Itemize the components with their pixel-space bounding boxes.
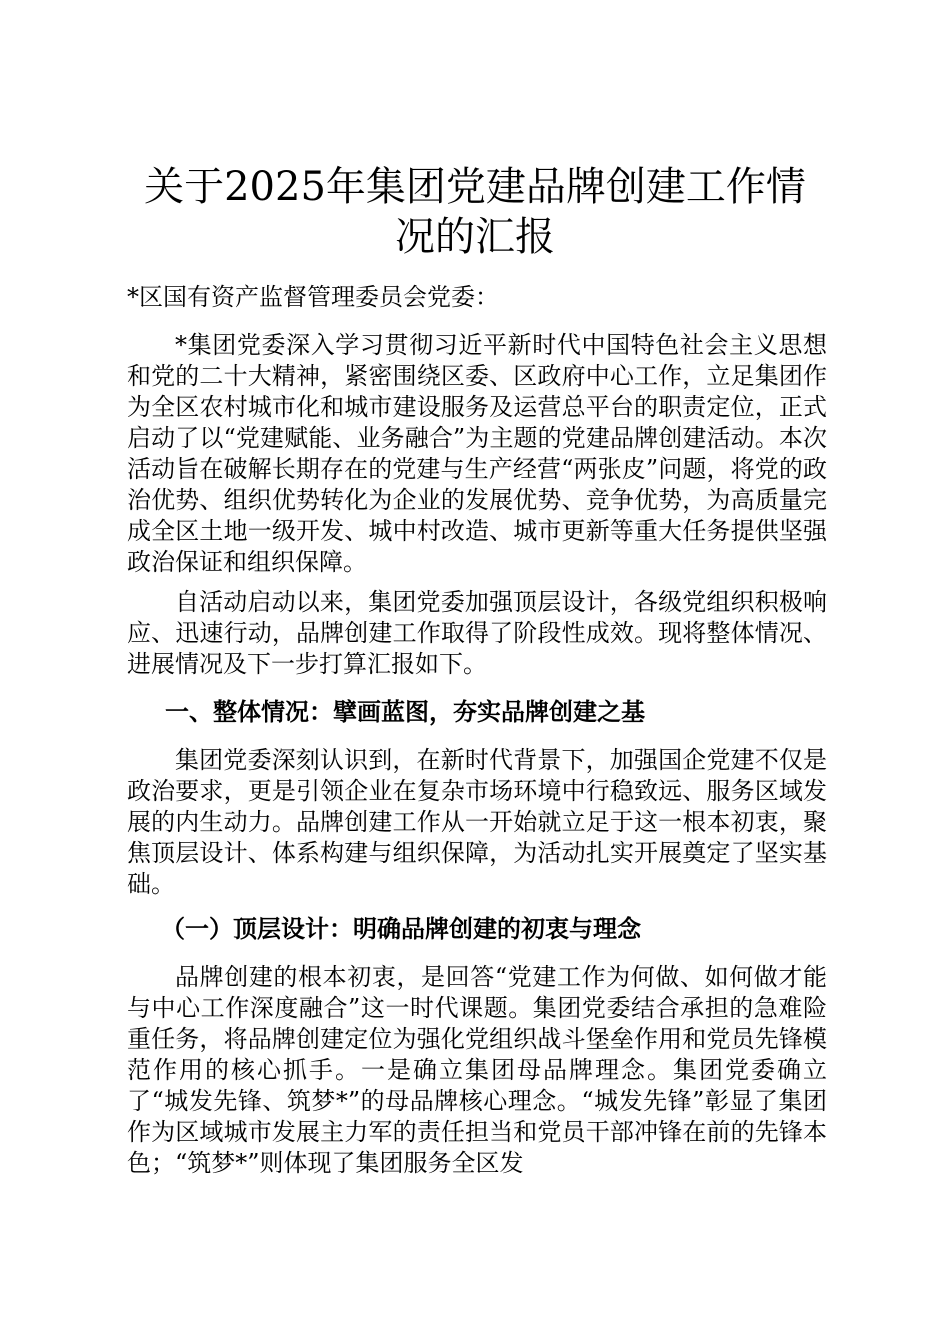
salutation: *区国有资产监督管理委员会党委： — [127, 283, 499, 311]
paragraph-progress: 自活动启动以来，集团党委加强顶层设计，各级党组织积极响应、迅速行动，品牌创建工作取得了阶段性成效。现将整体情况、进展情况及下一步打算汇报如下。 — [127, 588, 827, 678]
document-title: 关于2025年集团党建品牌创建工作情况的汇报 — [144, 164, 806, 260]
paragraph-overall: 集团党委深刻认识到，在新时代背景下，加强国企党建不仅是政治要求，更是引领企业在复杂市场环境中行稳致远、服务区域发展的内生动力。品牌创建工作从一开始就立足于这一根本初衷，聚焦顶层设计、体系构建与组织保障，为活动扎实开展奠定了坚实基础。 — [127, 746, 827, 898]
subsection-heading-top-design: （一）顶层设计：明确品牌创建的初衷与理念 — [161, 914, 641, 943]
section-heading-overall: 一、整体情况：擘画蓝图，夯实品牌创建之基 — [165, 697, 645, 726]
paragraph-intro: *集团党委深入学习贯彻习近平新时代中国特色社会主义思想和党的二十大精神，紧密围绕区委、区政府中心工作，立足集团作为全区农村城市化和城市建设服务及运营总平台的职责定位，正式启动了以“党建赋能、业务融合”为主题的党建品牌创建活动。本次活动旨在破解长期存在的党建与生产经营“两张皮”问题，将党的政治优势、组织优势转化为企业的发展优势、竞争优势，为高质量完成全区土地一级开发、城中村改造、城市更新等重大任务提供坚强政治保证和组织保障。 — [127, 331, 827, 576]
paragraph-top-design: 品牌创建的根本初衷，是回答“党建工作为何做、如何做才能与中心工作深度融合”这一时代课题。集团党委结合承担的急难险重任务，将品牌创建定位为强化党组织战斗堡垒作用和党员先锋模范作用的核心抓手。一是确立集团母品牌理念。集团党委确立了“城发先锋、筑梦*”的母品牌核心理念。“城发先锋”彰显了集团作为区域城市发展主力军的责任担当和党员干部冲锋在前的先锋本色；“筑梦*”则体现了集团服务全区发 — [127, 963, 827, 1177]
